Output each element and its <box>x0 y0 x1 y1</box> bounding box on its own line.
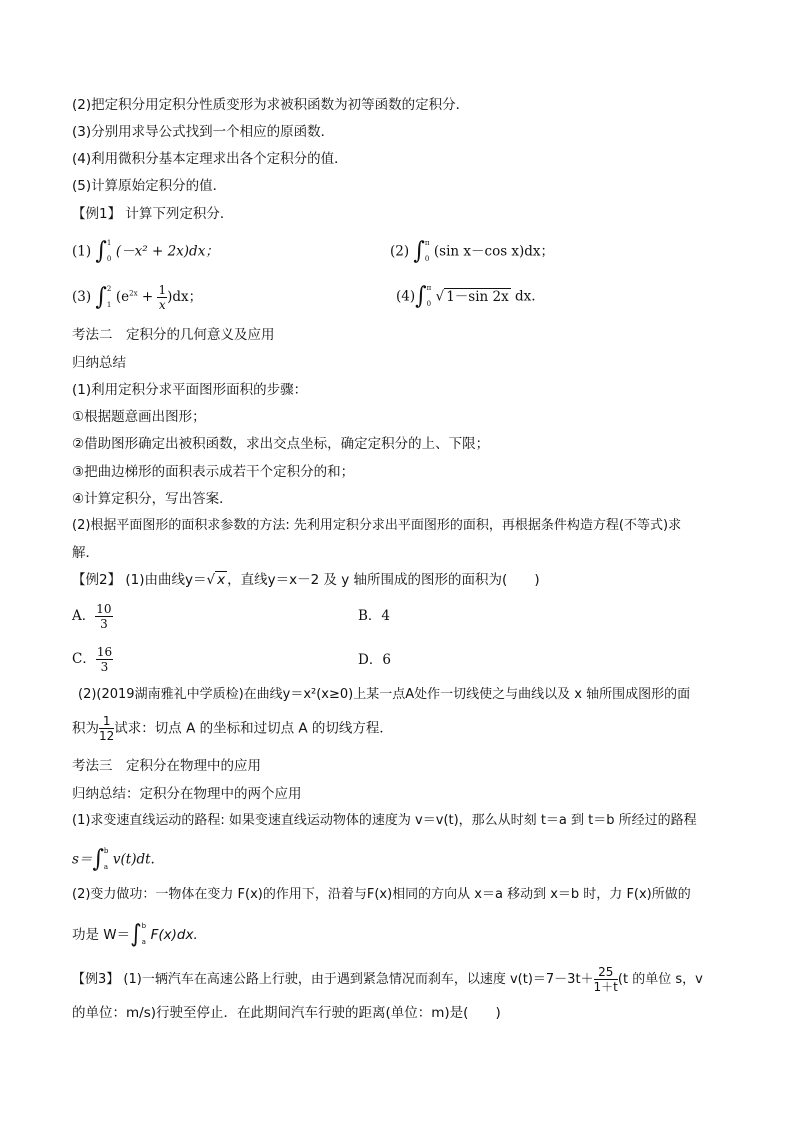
example-3-q1: 【例3】 (1)一辆汽车在高速公路上行驶，由于遇到紧急情况而刹车，以速度 v(t)＝7－3t＋ $\frac{25}{1+t}$ (t 的单位 s，v <box>72 965 703 994</box>
choice-a: A． $\frac{10}{3}$ <box>72 602 112 631</box>
area-step-4: ④计算定积分，写出答案． <box>72 491 233 507</box>
example-2-q2: (2)(2019湖南雅礼中学质检)在曲线y＝x²(x≥0)上某一点A处作一切线使之与曲线以及 x 轴所围成图形的面 <box>78 687 691 702</box>
motion-path: (1)求变速直线运动的路程: 如果变速直线运动物体的速度为 v＝v(t)，那么从时刻 t＝a 到 t＝b 所经过的路程 <box>72 813 697 828</box>
example-3-q1-cont: 的单位：m/s)行驶至停止．在此期间汽车行驶的距离(单位：m)是( ) <box>72 1005 501 1021</box>
integral-sign: ∫ <box>130 920 142 949</box>
choice-c: C． $\frac{16}{3}$ <box>72 645 113 674</box>
choice-b: B．4 <box>358 608 391 624</box>
section-title-2: 考法二 定积分的几何意义及应用 <box>72 327 275 343</box>
integral-limits: 2 1 <box>106 284 112 309</box>
step-3: (3)分别用求导公式找到一个相应的原函数． <box>72 124 335 140</box>
area-step-3: ③把曲边梯形的面积表示成若干个定积分的和； <box>72 464 355 480</box>
integral-sign: ∫ <box>95 237 107 266</box>
motion-path-formula: s＝∫ b a v(t)dt. <box>72 845 155 874</box>
integral-limits: b a <box>103 847 109 871</box>
sqrt-sign: √ <box>206 572 216 588</box>
fraction: $\frac{25}{1+t}$ <box>593 965 618 994</box>
ex1-problem-2: (2) ∫ π 0 (sin x－cos x)dx； <box>390 237 555 266</box>
area-step-1: ①根据题意画出图形； <box>72 409 206 425</box>
work-formula-text: (2)变力做功：一物体在变力 F(x)的作用下，沿着与F(x)相同的方向从 x＝a 移动到 x＝b 时，力 F(x)所做的 <box>72 887 691 902</box>
integral-limits: 1 0 <box>106 239 112 263</box>
integral-limits: π 0 <box>426 284 432 308</box>
ex1-problem-4: (4)∫ π 0 √ 1－sin 2x dx. <box>396 282 536 311</box>
step-5: (5)计算原始定积分的值． <box>72 178 227 194</box>
param-method: (2)根据平面图形的面积求参数的方法: 先利用定积分求出平面图形的面积，再根据条件构造方程(不等式)求 <box>72 518 682 533</box>
section-title-3: 考法三 定积分在物理中的应用 <box>72 758 261 774</box>
fraction: $\frac{10}{3}$ <box>96 602 112 631</box>
param-method-end: 解． <box>72 545 99 561</box>
fraction: $\frac{1}{12}$ <box>99 714 115 743</box>
integral-limits: π 0 <box>424 239 430 263</box>
example-2-q1: 【例2】 (1)由曲线y＝√ x ，直线y＝x－2 及 y 轴所围成的图形的面积为( ) <box>72 572 540 588</box>
integral-sign: ∫ <box>95 283 107 311</box>
ex1-problem-1: (1) ∫ 1 0 (－x² + 2x)dx； <box>72 237 219 266</box>
ex1-problem-3: (3) ∫ 2 1 ($e^{2x}$ + $\frac{1}{x}$ )dx； <box>72 283 203 312</box>
summary-heading-3: 归纳总结：定积分在物理中的两个应用 <box>72 786 302 802</box>
fraction: $\frac{16}{3}$ <box>96 645 113 674</box>
step-2: (2)把定积分用定积分性质变形为求被积函数为初等函数的定积分． <box>72 97 470 113</box>
summary-heading: 归纳总结 <box>72 355 126 371</box>
integral-sign: ∫ <box>413 237 425 266</box>
example-1-header <box>72 205 233 223</box>
example-label: 【例3】 <box>72 972 120 987</box>
integral-limits: b a <box>141 922 147 946</box>
work-formula: 功是 W＝∫ b a F(x)dx. <box>72 920 198 949</box>
area-steps-title: (1)利用定积分求平面图形面积的步骤： <box>72 382 308 398</box>
example-text: 计算下列定积分． <box>125 206 234 222</box>
choice-d: D．6 <box>358 652 391 668</box>
fraction: $\frac{1}{x}$ <box>158 283 167 312</box>
integral-sign: ∫ <box>92 845 104 874</box>
sqrt-sign: √ <box>435 288 445 305</box>
integral-sign: ∫ <box>415 282 427 311</box>
example-2-q2-cont: 积为 $\frac{1}{12}$ 试求：切点 A 的坐标和过切点 A 的切线方程． <box>72 714 393 743</box>
example-label: 【例2】 <box>72 572 122 588</box>
area-step-2: ②借助图形确定出被积函数，求出交点坐标，确定定积分的上、下限； <box>72 436 490 452</box>
example-label: 【例1】 <box>72 206 122 222</box>
step-4: (4)利用微积分基本定理求出各个定积分的值． <box>72 151 348 167</box>
